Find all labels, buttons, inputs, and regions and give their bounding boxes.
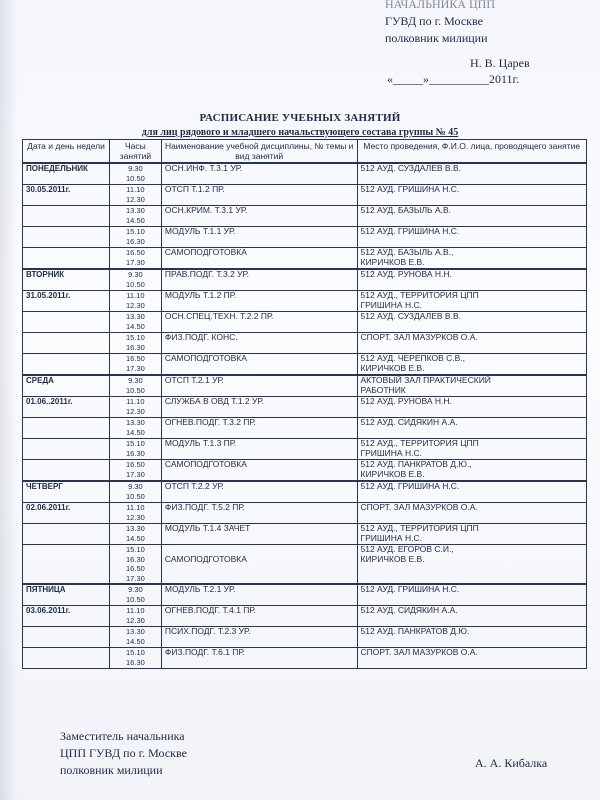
time-cell: 11.10 12.30 [109,291,161,312]
day-cell [23,312,110,333]
approval-date: «_____»__________2011г. [387,72,520,86]
time-cell: 13.30 14.50 [109,627,161,648]
place-cell: СПОРТ. ЗАЛ МАЗУРКОВ О.А. [357,333,587,354]
day-cell: 02.06.2011г. [23,503,110,524]
subject-cell: МОДУЛЬ Т.1.4 ЗАЧЕТ [161,524,357,545]
place-cell: 512 АУД., ТЕРРИТОРИЯ ЦПП ГРИШИНА Н.С. [357,439,587,460]
table-row [23,418,587,439]
day-cell: ПОНЕДЕЛЬНИК [23,163,110,185]
place-cell: 512 АУД. ЕГОРОВ С.И., КИРИЧКОВ Е.В. [357,545,587,585]
place-cell: 512 АУД. ПАНКРАТОВ Д.Ю. [357,627,587,648]
time-cell: 15.10 16.30 [109,439,161,460]
subject-cell: ФИЗ.ПОДГ. КОНС. [161,333,357,354]
table-row [23,269,587,291]
table-header-row [23,140,587,164]
footer-line-1: Заместитель начальника [60,729,185,743]
schedule-body [23,163,587,669]
day-cell [23,248,110,270]
place-cell: 512 АУД. ГРИШИНА Н.С. [357,481,587,503]
subject-cell: ОСН.ИНФ. Т.3.1 УР. [161,163,357,185]
place-cell: 512 АУД., ТЕРРИТОРИЯ ЦПП ГРИШИНА Н.С. [357,291,587,312]
subject-cell: МОДУЛЬ Т.1.3 ПР. [161,439,357,460]
time-cell: 13.30 14.50 [109,312,161,333]
subject-cell: МОДУЛЬ Т.1.1 УР. [161,227,357,248]
time-cell: 11.10 12.30 [109,185,161,206]
day-cell: ПЯТНИЦА [23,584,110,606]
schedule-table [22,139,587,669]
day-cell: 01.06..2011г. [23,397,110,418]
table-row [23,227,587,248]
table-row [23,185,587,206]
day-cell [23,206,110,227]
place-cell: 512 АУД. БАЗЫЛЬ А.В. [357,206,587,227]
place-cell: 512 АУД. ГРИШИНА Н.С. [357,227,587,248]
place-cell: 512 АУД., ТЕРРИТОРИЯ ЦПП ГРИШИНА Н.С. [357,524,587,545]
time-cell: 16.50 17.30 [109,354,161,376]
day-cell [23,545,110,585]
table-row [23,481,587,503]
place-cell: 512 АУД. ГРИШИНА Н.С. [357,584,587,606]
document-subtitle: для лиц рядового и младшего начальствующего состава группы № 45 [141,127,459,138]
table-row [23,460,587,482]
subject-cell: САМОПОДГОТОВКА [161,354,357,376]
day-cell [23,460,110,482]
place-cell: 512 АУД. РУНОВА Н.Н. [357,397,587,418]
subject-cell: ОТСП Т.1.2 ПР. [161,185,357,206]
subject-cell: САМОПОДГОТОВКА [161,545,357,585]
subject-cell: ФИЗ.ПОДГ. Т.5.2 ПР. [161,503,357,524]
time-cell: 16.50 17.30 [109,248,161,270]
subject-cell: САМОПОДГОТОВКА [161,248,357,270]
time-cell: 15.10 16.30 16.50 17.30 [109,545,161,585]
time-cell: 11.10 12.30 [109,606,161,627]
approval-line-3: полковник милиции [385,31,488,45]
subject-cell: ОГНЕВ.ПОДГ. Т.3.2 ПР. [161,418,357,439]
header-place: Место проведения, Ф.И.О. лица, проводящего занятие [357,140,587,164]
table-row [23,524,587,545]
table-row [23,354,587,376]
day-cell: ЧЕТВЕРГ [23,481,110,503]
place-cell: 512 АУД. ЧЕРЕПКОВ С.В., КИРИЧКОВ Е.В. [357,354,587,376]
subject-cell: ОСН.СПЕЦ.ТЕХН. Т.2.2 ПР. [161,312,357,333]
day-cell [23,418,110,439]
day-cell [23,627,110,648]
table-row [23,312,587,333]
day-cell [23,648,110,669]
subject-cell: ОТСП Т.2.2 УР. [161,481,357,503]
table-row [23,397,587,418]
day-cell: 31.05.2011г. [23,291,110,312]
time-cell: 11.10 12.30 [109,503,161,524]
time-cell: 15.10 16.30 [109,333,161,354]
place-cell: 512 АУД. БАЗЫЛЬ А.В., КИРИЧКОВ Е.В. [357,248,587,270]
approver-name: Н. В. Царев [470,56,530,70]
place-cell: СПОРТ. ЗАЛ МАЗУРКОВ О.А. [357,648,587,669]
table-row [23,291,587,312]
footer-line-2: ЦПП ГУВД по г. Москве [60,746,187,760]
subject-cell: МОДУЛЬ Т.2.1 УР. [161,584,357,606]
day-cell [23,333,110,354]
footer-line-3: полковник милиции [60,763,163,777]
table-row [23,333,587,354]
time-cell: 9.30 10.50 [109,163,161,185]
footer-block [60,728,187,779]
day-cell [23,439,110,460]
time-cell: 13.30 14.50 [109,524,161,545]
table-row [23,439,587,460]
time-cell: 9.30 10.50 [109,269,161,291]
place-cell: 512 АУД. РУНОВА Н.Н. [357,269,587,291]
document-title: РАСПИСАНИЕ УЧЕБНЫХ ЗАНЯТИЙ [199,112,401,124]
place-cell: 512 АУД. СИДЯКИН А.А. [357,606,587,627]
time-cell: 9.30 10.50 [109,481,161,503]
table-row [23,606,587,627]
day-cell: 03.06.2011г. [23,606,110,627]
place-cell: АКТОВЫЙ ЗАЛ ПРАКТИЧЕСКИЙ РАБОТНИК [357,375,587,397]
time-cell: 9.30 10.50 [109,375,161,397]
header-subject: Наименование учебной дисциплины, № темы и вид занятий [161,140,357,164]
day-cell [23,354,110,376]
subject-cell: МОДУЛЬ Т.1.2 ПР. [161,291,357,312]
subject-cell: СЛУЖБА В ОВД Т.1.2 УР. [161,397,357,418]
place-cell: 512 АУД. СУЗДАЛЕВ В.В. [357,163,587,185]
day-cell [23,227,110,248]
time-cell: 11.10 12.30 [109,397,161,418]
table-row [23,545,587,585]
footer-signatory: А. А. Кибалка [475,756,548,770]
subject-cell: САМОПОДГОТОВКА [161,460,357,482]
subject-cell: ПРАВ.ПОДГ. Т.3.2 УР. [161,269,357,291]
subject-cell: ФИЗ.ПОДГ. Т.6.1 ПР. [161,648,357,669]
header-hours: Часы занятий [109,140,161,164]
approval-line-2: ГУВД по г. Москве [385,14,483,28]
time-cell: 13.30 14.50 [109,206,161,227]
table-row [23,584,587,606]
day-cell: 30.05.2011г. [23,185,110,206]
place-cell: 512 АУД. СУЗДАЛЕВ В.В. [357,312,587,333]
table-row [23,503,587,524]
time-cell: 15.10 16.30 [109,227,161,248]
place-cell: 512 АУД. ПАНКРАТОВ Д.Ю., КИРИЧКОВ Е.В. [357,460,587,482]
day-cell: ВТОРНИК [23,269,110,291]
table-row [23,648,587,669]
time-cell: 16.50 17.30 [109,460,161,482]
place-cell: СПОРТ. ЗАЛ МАЗУРКОВ О.А. [357,503,587,524]
table-row [23,375,587,397]
subject-cell: ОСН.КРИМ. Т.3.1 УР. [161,206,357,227]
table-row [23,627,587,648]
subject-cell: ОГНЕВ.ПОДГ. Т.4.1 ПР. [161,606,357,627]
day-cell [23,524,110,545]
subject-cell: ОТСП Т.2.1 УР. [161,375,357,397]
table-row [23,206,587,227]
time-cell: 15.10 16.30 [109,648,161,669]
header-date: Дата и день недели [23,140,110,164]
table-row [23,163,587,185]
day-cell: СРЕДА [23,375,110,397]
place-cell: 512 АУД. СИДЯКИН А.А. [357,418,587,439]
place-cell: 512 АУД. ГРИШИНА Н.С. [357,185,587,206]
time-cell: 13.30 14.50 [109,418,161,439]
approval-line-1: НАЧАЛЬНИКА ЦПП [385,0,496,11]
approval-block [385,0,495,47]
subject-cell: ПСИХ.ПОДГ. Т.2.3 УР. [161,627,357,648]
time-cell: 9.30 10.50 [109,584,161,606]
table-row [23,248,587,270]
